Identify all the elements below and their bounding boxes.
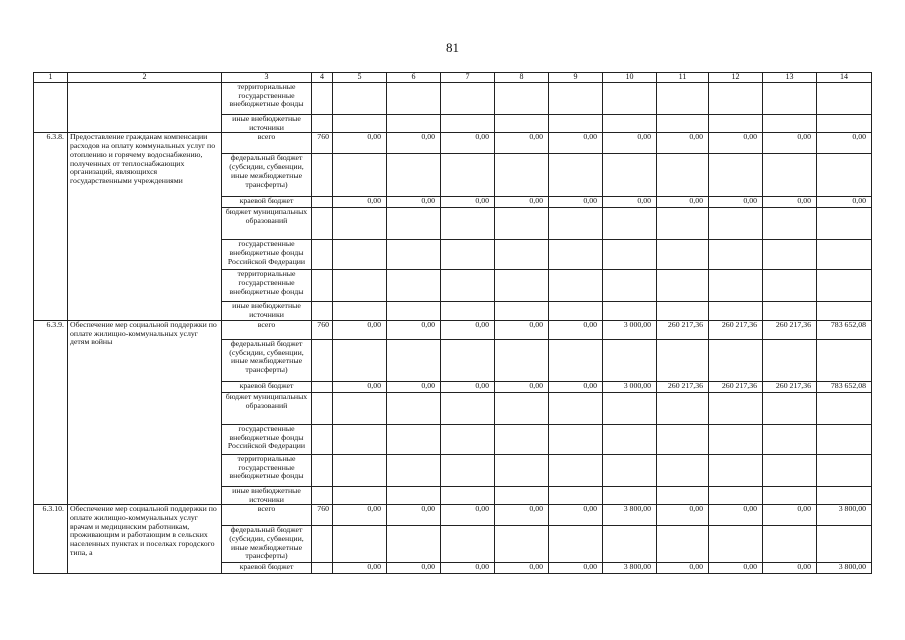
- value-col-7-cell: 0,00: [441, 563, 495, 574]
- value-col-13-cell: [763, 526, 817, 563]
- value-col-5-cell: 0,00: [333, 563, 387, 574]
- value-col-9-cell: [549, 270, 603, 302]
- value-col-14-cell: [817, 424, 872, 454]
- value-col-7-cell: 0,00: [441, 197, 495, 208]
- value-col-5-cell: 0,00: [333, 505, 387, 526]
- value-col-5-cell: [333, 208, 387, 240]
- value-col-6-cell: 0,00: [387, 133, 441, 154]
- value-col-14-cell: [817, 270, 872, 302]
- funding-source-cell: всего: [222, 505, 312, 526]
- value-col-8-cell: 0,00: [495, 197, 549, 208]
- value-col-10-cell: 0,00: [603, 133, 657, 154]
- value-col-14-cell: 3 800,00: [817, 505, 872, 526]
- value-col-13-cell: [763, 83, 817, 115]
- value-col-9-cell: [549, 454, 603, 486]
- value-col-10-cell: 3 000,00: [603, 381, 657, 392]
- value-col-13-cell: [763, 115, 817, 133]
- funding-source-cell: краевой бюджет: [222, 563, 312, 574]
- value-col-10-cell: [603, 392, 657, 424]
- value-col-10-cell: [603, 83, 657, 115]
- value-col-9-cell: 0,00: [549, 197, 603, 208]
- value-col-6-cell: [387, 83, 441, 115]
- column-header: 1: [34, 73, 68, 83]
- value-col-11-cell: [657, 115, 709, 133]
- value-col-13-cell: 0,00: [763, 505, 817, 526]
- value-col-6-cell: [387, 339, 441, 381]
- value-col-14-cell: 0,00: [817, 197, 872, 208]
- row-code-cell: 6.3.10.: [34, 505, 68, 574]
- value-col-5-cell: 0,00: [333, 320, 387, 339]
- column-header: 4: [312, 73, 333, 83]
- value-col-6-cell: [387, 302, 441, 320]
- code-760-cell: [312, 302, 333, 320]
- funding-source-cell: краевой бюджет: [222, 197, 312, 208]
- code-760-cell: [312, 526, 333, 563]
- value-col-7-cell: [441, 83, 495, 115]
- value-col-5-cell: [333, 83, 387, 115]
- value-col-11-cell: [657, 154, 709, 197]
- value-col-10-cell: [603, 454, 657, 486]
- value-col-9-cell: 0,00: [549, 381, 603, 392]
- value-col-14-cell: [817, 454, 872, 486]
- value-col-12-cell: [709, 154, 763, 197]
- code-760-cell: [312, 339, 333, 381]
- value-col-10-cell: [603, 526, 657, 563]
- value-col-11-cell: 260 217,36: [657, 381, 709, 392]
- value-col-11-cell: 0,00: [657, 133, 709, 154]
- value-col-8-cell: 0,00: [495, 563, 549, 574]
- value-col-7-cell: 0,00: [441, 133, 495, 154]
- value-col-14-cell: [817, 339, 872, 381]
- value-col-14-cell: [817, 240, 872, 270]
- funding-source-cell: всего: [222, 320, 312, 339]
- value-col-13-cell: 260 217,36: [763, 320, 817, 339]
- value-col-8-cell: 0,00: [495, 133, 549, 154]
- value-col-7-cell: 0,00: [441, 381, 495, 392]
- value-col-10-cell: 3 000,00: [603, 320, 657, 339]
- column-header: 6: [387, 73, 441, 83]
- row-code-cell: 6.3.9.: [34, 320, 68, 504]
- page-number: 81: [446, 40, 459, 55]
- column-header: 5: [333, 73, 387, 83]
- value-col-11-cell: 260 217,36: [657, 320, 709, 339]
- row-code-cell: [34, 83, 68, 133]
- value-col-13-cell: 260 217,36: [763, 381, 817, 392]
- value-col-9-cell: 0,00: [549, 320, 603, 339]
- value-col-9-cell: [549, 240, 603, 270]
- value-col-6-cell: [387, 486, 441, 504]
- code-760-cell: [312, 208, 333, 240]
- value-col-6-cell: 0,00: [387, 505, 441, 526]
- value-col-10-cell: 3 800,00: [603, 505, 657, 526]
- value-col-5-cell: 0,00: [333, 381, 387, 392]
- value-col-13-cell: [763, 154, 817, 197]
- value-col-9-cell: [549, 302, 603, 320]
- code-760-cell: [312, 197, 333, 208]
- value-col-13-cell: [763, 424, 817, 454]
- value-col-9-cell: 0,00: [549, 133, 603, 154]
- value-col-12-cell: 0,00: [709, 133, 763, 154]
- value-col-11-cell: [657, 454, 709, 486]
- value-col-6-cell: 0,00: [387, 320, 441, 339]
- value-col-6-cell: [387, 115, 441, 133]
- table-row: [34, 83, 872, 115]
- funding-source-cell: территориальные государственные внебюджетные фонды: [222, 83, 312, 115]
- value-col-6-cell: [387, 392, 441, 424]
- table-row: [34, 320, 872, 339]
- column-header: 2: [68, 73, 222, 83]
- value-col-7-cell: [441, 154, 495, 197]
- value-col-12-cell: [709, 302, 763, 320]
- code-760-cell: [312, 240, 333, 270]
- value-col-5-cell: 0,00: [333, 133, 387, 154]
- value-col-13-cell: 0,00: [763, 197, 817, 208]
- value-col-11-cell: [657, 486, 709, 504]
- value-col-12-cell: [709, 115, 763, 133]
- column-header: 9: [549, 73, 603, 83]
- column-header: 11: [657, 73, 709, 83]
- funding-source-cell: государственные внебюджетные фонды Российской Федерации: [222, 240, 312, 270]
- value-col-13-cell: 0,00: [763, 133, 817, 154]
- value-col-12-cell: [709, 424, 763, 454]
- value-col-13-cell: [763, 486, 817, 504]
- value-col-14-cell: [817, 208, 872, 240]
- value-col-9-cell: [549, 526, 603, 563]
- value-col-6-cell: [387, 208, 441, 240]
- value-col-5-cell: [333, 424, 387, 454]
- value-col-5-cell: 0,00: [333, 197, 387, 208]
- value-col-11-cell: 0,00: [657, 197, 709, 208]
- code-760-cell: [312, 115, 333, 133]
- value-col-14-cell: [817, 83, 872, 115]
- value-col-9-cell: [549, 154, 603, 197]
- value-col-7-cell: [441, 240, 495, 270]
- value-col-9-cell: 0,00: [549, 563, 603, 574]
- value-col-9-cell: [549, 339, 603, 381]
- value-col-9-cell: [549, 115, 603, 133]
- value-col-12-cell: [709, 270, 763, 302]
- value-col-5-cell: [333, 454, 387, 486]
- value-col-6-cell: 0,00: [387, 197, 441, 208]
- code-760-cell: [312, 454, 333, 486]
- value-col-7-cell: 0,00: [441, 505, 495, 526]
- funding-source-cell: территориальные государственные внебюджетные фонды: [222, 270, 312, 302]
- value-col-8-cell: [495, 83, 549, 115]
- value-col-8-cell: [495, 270, 549, 302]
- funding-source-cell: федеральный бюджет (субсидии, субвенции, иные межбюджетные трансферты): [222, 339, 312, 381]
- value-col-8-cell: [495, 240, 549, 270]
- funding-source-cell: федеральный бюджет (субсидии, субвенции, иные межбюджетные трансферты): [222, 154, 312, 197]
- funding-source-cell: краевой бюджет: [222, 381, 312, 392]
- value-col-7-cell: [441, 339, 495, 381]
- value-col-5-cell: [333, 302, 387, 320]
- value-col-12-cell: [709, 486, 763, 504]
- code-760-cell: [312, 154, 333, 197]
- value-col-9-cell: [549, 486, 603, 504]
- value-col-5-cell: [333, 270, 387, 302]
- funding-source-cell: иные внебюджетные источники: [222, 115, 312, 133]
- value-col-12-cell: 260 217,36: [709, 381, 763, 392]
- row-description-cell: Обеспечение мер социальной поддержки по оплате жилищно-коммунальных услуг детям войны: [68, 320, 222, 504]
- code-760-cell: [312, 486, 333, 504]
- code-760-cell: 760: [312, 320, 333, 339]
- value-col-14-cell: 783 652,08: [817, 381, 872, 392]
- funding-source-cell: всего: [222, 133, 312, 154]
- value-col-10-cell: [603, 208, 657, 240]
- value-col-12-cell: 260 217,36: [709, 320, 763, 339]
- value-col-11-cell: [657, 424, 709, 454]
- value-col-10-cell: 0,00: [603, 197, 657, 208]
- value-col-13-cell: [763, 270, 817, 302]
- code-760-cell: [312, 392, 333, 424]
- funding-source-cell: государственные внебюджетные фонды Российской Федерации: [222, 424, 312, 454]
- value-col-10-cell: 3 800,00: [603, 563, 657, 574]
- value-col-7-cell: [441, 270, 495, 302]
- code-760-cell: [312, 381, 333, 392]
- value-col-6-cell: [387, 270, 441, 302]
- value-col-12-cell: [709, 454, 763, 486]
- value-col-8-cell: [495, 208, 549, 240]
- value-col-5-cell: [333, 115, 387, 133]
- value-col-13-cell: [763, 208, 817, 240]
- value-col-14-cell: 783 652,08: [817, 320, 872, 339]
- column-header: 7: [441, 73, 495, 83]
- value-col-6-cell: [387, 454, 441, 486]
- value-col-14-cell: [817, 154, 872, 197]
- value-col-7-cell: [441, 526, 495, 563]
- value-col-12-cell: [709, 83, 763, 115]
- value-col-10-cell: [603, 154, 657, 197]
- value-col-12-cell: [709, 240, 763, 270]
- value-col-11-cell: [657, 392, 709, 424]
- column-header: 14: [817, 73, 872, 83]
- code-760-cell: [312, 563, 333, 574]
- value-col-9-cell: [549, 83, 603, 115]
- row-code-cell: 6.3.8.: [34, 133, 68, 320]
- value-col-13-cell: 0,00: [763, 563, 817, 574]
- code-760-cell: 760: [312, 133, 333, 154]
- value-col-6-cell: [387, 526, 441, 563]
- value-col-7-cell: [441, 424, 495, 454]
- column-header: 10: [603, 73, 657, 83]
- value-col-12-cell: 0,00: [709, 505, 763, 526]
- value-col-7-cell: [441, 454, 495, 486]
- value-col-5-cell: [333, 526, 387, 563]
- value-col-5-cell: [333, 392, 387, 424]
- value-col-8-cell: [495, 424, 549, 454]
- value-col-12-cell: [709, 392, 763, 424]
- code-760-cell: [312, 424, 333, 454]
- value-col-10-cell: [603, 424, 657, 454]
- column-header: 13: [763, 73, 817, 83]
- value-col-6-cell: [387, 154, 441, 197]
- value-col-13-cell: [763, 339, 817, 381]
- value-col-10-cell: [603, 339, 657, 381]
- row-description-cell: Предоставление гражданам компенсации расходов на оплату коммунальных услуг по отоплению и горячему водоснабжению, полученных от теплоснабжающих организаций, являющихся государственными учреждениями: [68, 133, 222, 320]
- value-col-8-cell: [495, 526, 549, 563]
- value-col-8-cell: [495, 454, 549, 486]
- value-col-12-cell: 0,00: [709, 563, 763, 574]
- value-col-13-cell: [763, 240, 817, 270]
- value-col-14-cell: 0,00: [817, 133, 872, 154]
- value-col-5-cell: [333, 154, 387, 197]
- value-col-7-cell: [441, 302, 495, 320]
- value-col-8-cell: 0,00: [495, 505, 549, 526]
- value-col-7-cell: [441, 115, 495, 133]
- value-col-14-cell: 3 800,00: [817, 563, 872, 574]
- row-description-cell: [68, 83, 222, 133]
- funding-source-cell: иные внебюджетные источники: [222, 302, 312, 320]
- value-col-13-cell: [763, 392, 817, 424]
- value-col-9-cell: [549, 208, 603, 240]
- value-col-14-cell: [817, 526, 872, 563]
- value-col-11-cell: [657, 339, 709, 381]
- value-col-12-cell: [709, 526, 763, 563]
- value-col-10-cell: [603, 302, 657, 320]
- value-col-8-cell: [495, 154, 549, 197]
- funding-source-cell: иные внебюджетные источники: [222, 486, 312, 504]
- value-col-12-cell: [709, 208, 763, 240]
- value-col-7-cell: [441, 486, 495, 504]
- value-col-11-cell: [657, 302, 709, 320]
- column-header: 3: [222, 73, 312, 83]
- value-col-6-cell: [387, 240, 441, 270]
- value-col-11-cell: 0,00: [657, 563, 709, 574]
- value-col-11-cell: [657, 208, 709, 240]
- value-col-11-cell: [657, 240, 709, 270]
- funding-source-cell: бюджет муниципальных образований: [222, 392, 312, 424]
- value-col-8-cell: [495, 486, 549, 504]
- code-760-cell: [312, 270, 333, 302]
- row-description-cell: Обеспечение мер социальной поддержки по оплате жилищно-коммунальных услуг врачам и медицинским работникам, проживающим и работающим в сельских населенных пунктах и поселках городского типа, а: [68, 505, 222, 574]
- column-header: 8: [495, 73, 549, 83]
- value-col-11-cell: 0,00: [657, 505, 709, 526]
- value-col-9-cell: 0,00: [549, 505, 603, 526]
- value-col-6-cell: 0,00: [387, 381, 441, 392]
- value-col-7-cell: [441, 392, 495, 424]
- funding-source-cell: бюджет муниципальных образований: [222, 208, 312, 240]
- value-col-10-cell: [603, 240, 657, 270]
- code-760-cell: 760: [312, 505, 333, 526]
- value-col-14-cell: [817, 486, 872, 504]
- value-col-10-cell: [603, 270, 657, 302]
- value-col-8-cell: [495, 392, 549, 424]
- code-760-cell: [312, 83, 333, 115]
- value-col-10-cell: [603, 115, 657, 133]
- value-col-12-cell: [709, 339, 763, 381]
- value-col-10-cell: [603, 486, 657, 504]
- value-col-11-cell: [657, 83, 709, 115]
- budget-table: [33, 72, 872, 574]
- table-row: [34, 505, 872, 526]
- value-col-9-cell: [549, 392, 603, 424]
- value-col-8-cell: [495, 302, 549, 320]
- value-col-11-cell: [657, 270, 709, 302]
- value-col-12-cell: 0,00: [709, 197, 763, 208]
- value-col-5-cell: [333, 240, 387, 270]
- funding-source-cell: федеральный бюджет (субсидии, субвенции, иные межбюджетные трансферты): [222, 526, 312, 563]
- value-col-8-cell: 0,00: [495, 320, 549, 339]
- value-col-8-cell: [495, 115, 549, 133]
- value-col-7-cell: [441, 208, 495, 240]
- value-col-6-cell: [387, 424, 441, 454]
- value-col-13-cell: [763, 454, 817, 486]
- column-header: 12: [709, 73, 763, 83]
- value-col-5-cell: [333, 486, 387, 504]
- value-col-8-cell: 0,00: [495, 381, 549, 392]
- funding-source-cell: территориальные государственные внебюджетные фонды: [222, 454, 312, 486]
- value-col-5-cell: [333, 339, 387, 381]
- table-row: [34, 133, 872, 154]
- value-col-13-cell: [763, 302, 817, 320]
- value-col-9-cell: [549, 424, 603, 454]
- value-col-8-cell: [495, 339, 549, 381]
- value-col-14-cell: [817, 392, 872, 424]
- value-col-14-cell: [817, 302, 872, 320]
- value-col-14-cell: [817, 115, 872, 133]
- value-col-6-cell: 0,00: [387, 563, 441, 574]
- header-row: [34, 73, 872, 83]
- value-col-7-cell: 0,00: [441, 320, 495, 339]
- value-col-11-cell: [657, 526, 709, 563]
